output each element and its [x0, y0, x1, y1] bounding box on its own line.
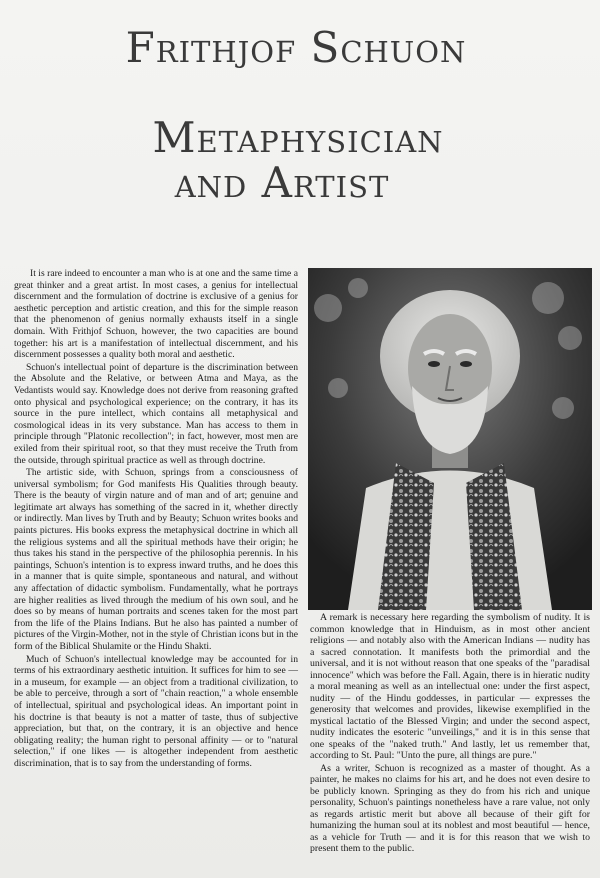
paragraph: The artistic side, with Schuon, springs from a consciousness of universal symbolism; for God manifests His Qualities through beauty. There is the beauty of virgin nature and of man and of art; genuine and legitimate art always has something of the sacred in it, whether directly or indirectly. Man lives by Truth and by Beauty; Schuon writes books and paints pictures. His books express the metaphysical doctrine in which all the religious systems and all the spiritual methods have their origin; he thus takes his stand in the perspective of the philosophia perennis. In his paintings, Schuon's intention is to express inward truths, and he does this in a manner that is quite simple, spontaneous and natural, and without any affectation of didactic symbolism. Fundamentally, what he portrays are higher realities as lived through the medium of his own soul, and he does so by means of human portraits and scenes taken for the most part from the life of the Plains Indians. But he also has painted a number of pictures of the Virgin-Mother, not in the style of Christian icons but in the form of the Biblical Shulamite or the Hindu Shakti. — [14, 467, 298, 652]
left-text-column — [14, 268, 298, 771]
title-subtitle-line1: Metaphysician — [152, 113, 444, 162]
title-name: Frithjof Schuon — [125, 23, 467, 72]
portrait-photo — [308, 268, 592, 610]
paragraph: It is rare indeed to encounter a man who is at one and the same time a great thinker and a great artist. In most cases, a genius for intellectual discernment and the formulation of doctrine is exclusive of a genius for aesthetic perception and artistic creation, and this for the simple reason that the phenomenon of genius normally exhausts itself in a single domain. With Frithjof Schuon, however, the two capacities are bound together: his art is a manifestation of intellectual discernment, and his discernment possesses a quality both moral and aesthetic. — [14, 268, 298, 361]
article-title — [0, 20, 600, 206]
right-text-column — [310, 612, 590, 856]
paragraph: Schuon's intellectual point of departure is the discrimination between the Absolute and the Relative, or between Atma and Maya, as the Vedantists would say. Knowledge does not derive from reasoning grafted onto physical and psychological experience; on the contrary, it has its source in the pure intellect, which contains all metaphysical and cosmological ideas in its very substance. Man has access to them in principle through "Platonic recollection"; in fact, however, most men are exiled from their spiritual root, so that they must receive the Truth from the outside, through spiritual practice as well as through doctrine. — [14, 361, 298, 466]
portrait-image — [308, 268, 592, 610]
paragraph: Much of Schuon's intellectual knowledge may be accounted for in terms of his extraordinary aesthetic intuition. It suffices for him to see — in a museum, for example — an object from a traditional civilization, to be able to perceive, through a sort of "chain reaction," a whole ensemble of intellectual, spiritual and psychological ideas. An important point in his doctrine is that beauty is not a matter of taste, thus of subjective appreciation, but that, on the contrary, it is an objective and hence obligating reality; the human right to personal affinity — or to "natural selection," if one likes — is altogether independent from aesthetic discrimination, that is to say from the understanding of forms. — [14, 653, 298, 769]
paragraph: As a writer, Schuon is recognized as a master of thought. As a painter, he makes no claims for his art, and he does not even desire to be publicly known. Springing as they do from his rich and unique personality, Schuon's paintings nonetheless have a rare value, not only as regards artistic merit but above all because of their gift for humanizing the human soul at its noblest and most beautiful — hence, as a vehicle for Truth — and it is for this reason that we wish to present them to the public. — [310, 762, 590, 854]
title-subtitle-line2: and Artist — [174, 158, 390, 207]
paragraph: A remark is necessary here regarding the symbolism of nudity. It is common knowledge that in Hinduism, as in most other ancient religions — and notably also with the American Indians — nudity has a sacred connotation. It manifests both the primordial and the universal, and it is not without reason that one speaks of the "paradisal innocence" which was before the Fall. Again, there is in hieratic nudity a moral meaning as well as an intellectual one: under the first aspect, nudity — of the Hindu goddesses, in particular — expresses the generosity that welcomes and provides, likewise exemplified in the mystical lactatio of the Blessed Virgin; and under the second aspect, nudity indicates the esoteric "unveilings," and it is in this sense that one speaks of the "naked truth." And lastly, let us remember that, according to St. Paul: "Unto the pure, all things are pure." — [310, 612, 590, 761]
